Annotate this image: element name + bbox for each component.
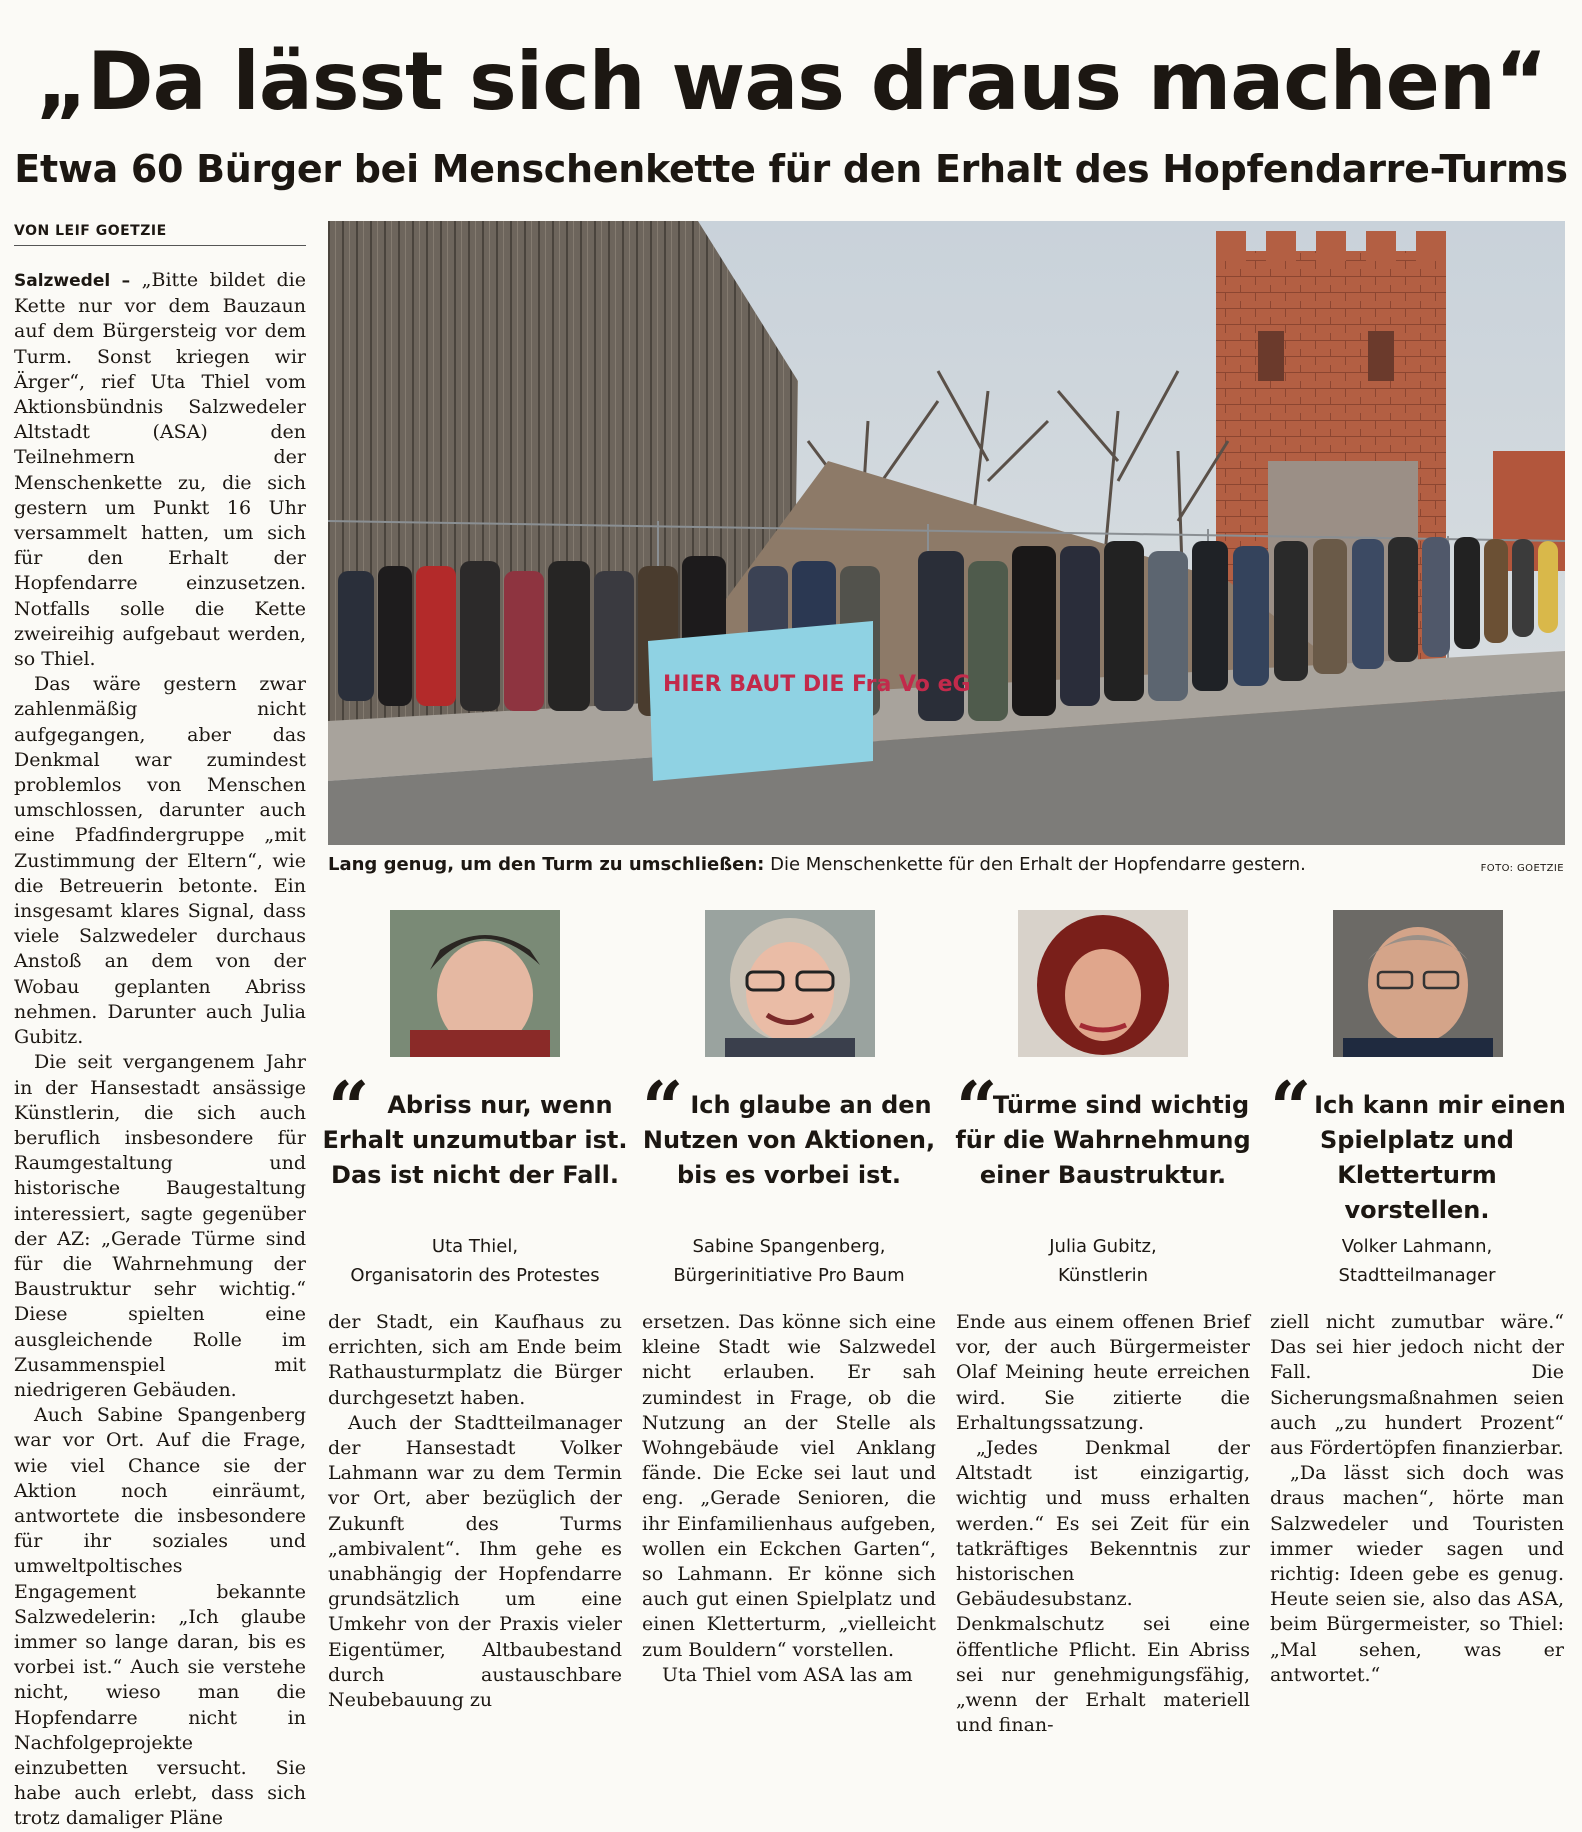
paragraph: Auch der Stadtteilmanager der Hansestadt Volker Lahmann war zu dem Termin vor Ort, aber bezüglich der Zukunft des Turms „ambivalent“. Ihm gehe es unabhängig der Hopfendarre grundsätzlich um eine Umkehr von der Praxis vieler Eigentümer, Altbaubestand durch austauschbare Neubebauung zu <box>328 1411 622 1712</box>
quote-name: Julia Gubitz, <box>1049 1236 1157 1257</box>
paragraph: Das wäre gestern zwar zahlenmäßig nicht aufgegangen, aber das Denkmal war zumindest problemlos von Menschen umschlossen, darunter auch eine Pfadfindergruppe „mit Zustimmung der Eltern“, wie die Betreuerin betonte. Ein insgesamt klares Signal, dass viele Salzwedeler durchaus Anstoß an dem von der Wobau geplanten Abriss nehmen. Darunter auch Julia Gubitz. <box>14 673 306 1049</box>
quote-name: Uta Thiel, <box>431 1236 519 1257</box>
pull-quote: Abriss nur, wenn Erhalt unzumutbar ist. Das ist nicht der Fall. <box>322 1091 628 1189</box>
portrait-uta-thiel <box>390 910 560 1057</box>
quote-attribution <box>950 1232 1256 1290</box>
caption-lead: Lang genug, um den Turm zu umschließen: <box>328 854 765 875</box>
paragraph: Auch Sabine Spangenberg war vor Ort. Auf die Frage, wie viel Chance sie der Aktion noch einräumt, antwortete die insbesondere für ihr soziales und umweltpoltisches Engagement bekannte Salzwedelerin: „Ich glaube immer so lange daran, bis es vorbei ist.“ Auch sie verstehe nicht, wieso man die Hopfendarre nicht in Nachfolgeprojekte einzubetten versucht. Sie habe auch erlebt, dass sich trotz damaliger Pläne <box>14 1404 306 1830</box>
quote-attribution <box>636 1232 942 1290</box>
paragraph: Uta Thiel vom ASA las am <box>662 1663 913 1686</box>
body-column-2 <box>328 1310 622 1713</box>
portrait-sabine-spangenberg <box>705 910 875 1057</box>
quote-role: Stadtteilmanager <box>1338 1265 1496 1286</box>
quote-name: Sabine Spangenberg, <box>692 1236 886 1257</box>
quote-mark-icon: “ <box>1270 1065 1306 1150</box>
pull-quote: Türme sind wichtig für die Wahrnehmung einer Baustruktur. <box>955 1091 1251 1189</box>
photo-caption <box>328 853 1565 877</box>
paragraph: der Stadt, ein Kaufhaus zu errichten, sich am Ende beim Rathausturmplatz die Bürger durchgesetzt haben. <box>328 1311 622 1409</box>
caption-text: Die Menschenkette für den Erhalt der Hopfendarre gestern. <box>764 854 1306 875</box>
dateline: Salzwedel – <box>14 271 131 291</box>
paragraph: ziell nicht zumutbar wäre.“ Das sei hier jedoch nicht der Fall. Die Sicherungsmaßnahmen seien auch „zu hundert Prozent“ aus Fördertöpfen finanzierbar. <box>1270 1311 1564 1460</box>
body-column-5 <box>1270 1310 1564 1688</box>
quote-role: Organisatorin des Protestes <box>350 1265 600 1286</box>
paragraph: „Jedes Denkmal der Altstadt ist einzigartig, wichtig und muss erhalten werden.“ Es sei Zeit für ein tatkräftiges Bekenntnis zur historischen Gebäudesubstanz. Denkmalschutz sei eine öffentliche Pflicht. Ein Abriss sei nur genehmigungsfähig, „wenn der Erhalt materiell und finan- <box>956 1437 1250 1737</box>
pull-quote: Ich glaube an den Nutzen von Aktionen, bis es vorbei ist. <box>642 1091 936 1189</box>
paragraph-text: „Bitte bildet die Kette nur vor dem Bauzaun auf dem Bürgersteig vor dem Turm. Sonst kriegen wir Ärger“, rief Uta Thiel vom Aktionsbündnis Salzwedeler Altstadt (ASA) den Teilnehmern der Menschenkette zu, die sich gestern um Punkt 16 Uhr versammelt hatten, um sich für den Erhalt der Hopfendarre einzusetzen. Notfalls solle die Kette zweireihig aufgebaut werden, so Thiel. <box>14 269 306 671</box>
banner-text: HIER BAUT DIE Fra Vo eG <box>663 672 971 697</box>
body-column-3 <box>642 1310 936 1688</box>
portrait-julia-gubitz <box>1018 910 1188 1057</box>
pull-quote: Ich kann mir einen Spielplatz und Kletterturm vorstellen. <box>1314 1091 1566 1224</box>
quote-role: Künstlerin <box>1057 1265 1149 1286</box>
photo-credit: FOTO: GOETZIE <box>1480 863 1564 874</box>
portrait-volker-lahmann <box>1333 910 1503 1057</box>
quote-attribution <box>1264 1232 1570 1290</box>
paragraph: Die seit vergangenem Jahr in der Hansestadt ansässige Künstlerin, die sich auch beruflich insbesondere für Raumgestaltung und historische Baugestaltung interessiert, sagte gegenüber der AZ: „Gerade Türme sind für die Wahrnehmung der Baustruktur sehr wichtig.“ Diese spielten eine ausgleichende Rolle im Zusammenspiel mit niedrigeren Gebäuden. <box>14 1051 306 1401</box>
main-photo <box>328 221 1565 845</box>
quote-mark-icon: “ <box>956 1065 992 1150</box>
body-column-4 <box>956 1310 1250 1738</box>
paragraph: ersetzen. Das könne sich eine kleine Stadt wie Salzwedel nicht erlauben. Er sah zumindest in Frage, ob die Nutzung an der Stelle als Wohngebäude viel Anklang fände. Die Ecke sei laut und eng. „Gerade Senioren, die ihr Einfamilienhaus aufgeben, wollen ein Eckchen Garten“, so Lahmann. Er könne sich auch gut einen Spielplatz und einen Kletterturm, „vielleicht zum Bouldern“ vorstellen. <box>642 1311 936 1661</box>
quote-name: Volker Lahmann, <box>1341 1236 1493 1257</box>
byline: VON LEIF GOETZIE <box>14 223 306 246</box>
quote-mark-icon: “ <box>642 1065 678 1150</box>
quote-attribution <box>322 1232 628 1290</box>
paragraph: „Da lässt sich doch was draus machen“, hörte man Salzwedeler und Touristen immer wieder sagen und richtig: Ideen gebe es genug. Heute seien sie, also das ASA, beim Bürgermeister, so Thiel: „Mal sehen, was er antwortet.“ <box>1270 1462 1564 1686</box>
paragraph <box>14 268 306 672</box>
quote-role: Bürgerinitiative Pro Baum <box>673 1265 905 1286</box>
headline: „Da lässt sich was draus machen“ <box>35 35 1547 128</box>
quote-mark-icon: “ <box>328 1065 364 1150</box>
body-column-1 <box>14 268 306 1830</box>
paragraph: Ende aus einem offenen Brief vor, der auch Bürgermeister Olaf Meining heute erreichen wird. Sie zitierte die Erhaltungssatzung. <box>956 1311 1250 1434</box>
subheadline: Etwa 60 Bürger bei Menschenkette für den Erhalt des Hopfendarre-Turms <box>14 147 1568 191</box>
